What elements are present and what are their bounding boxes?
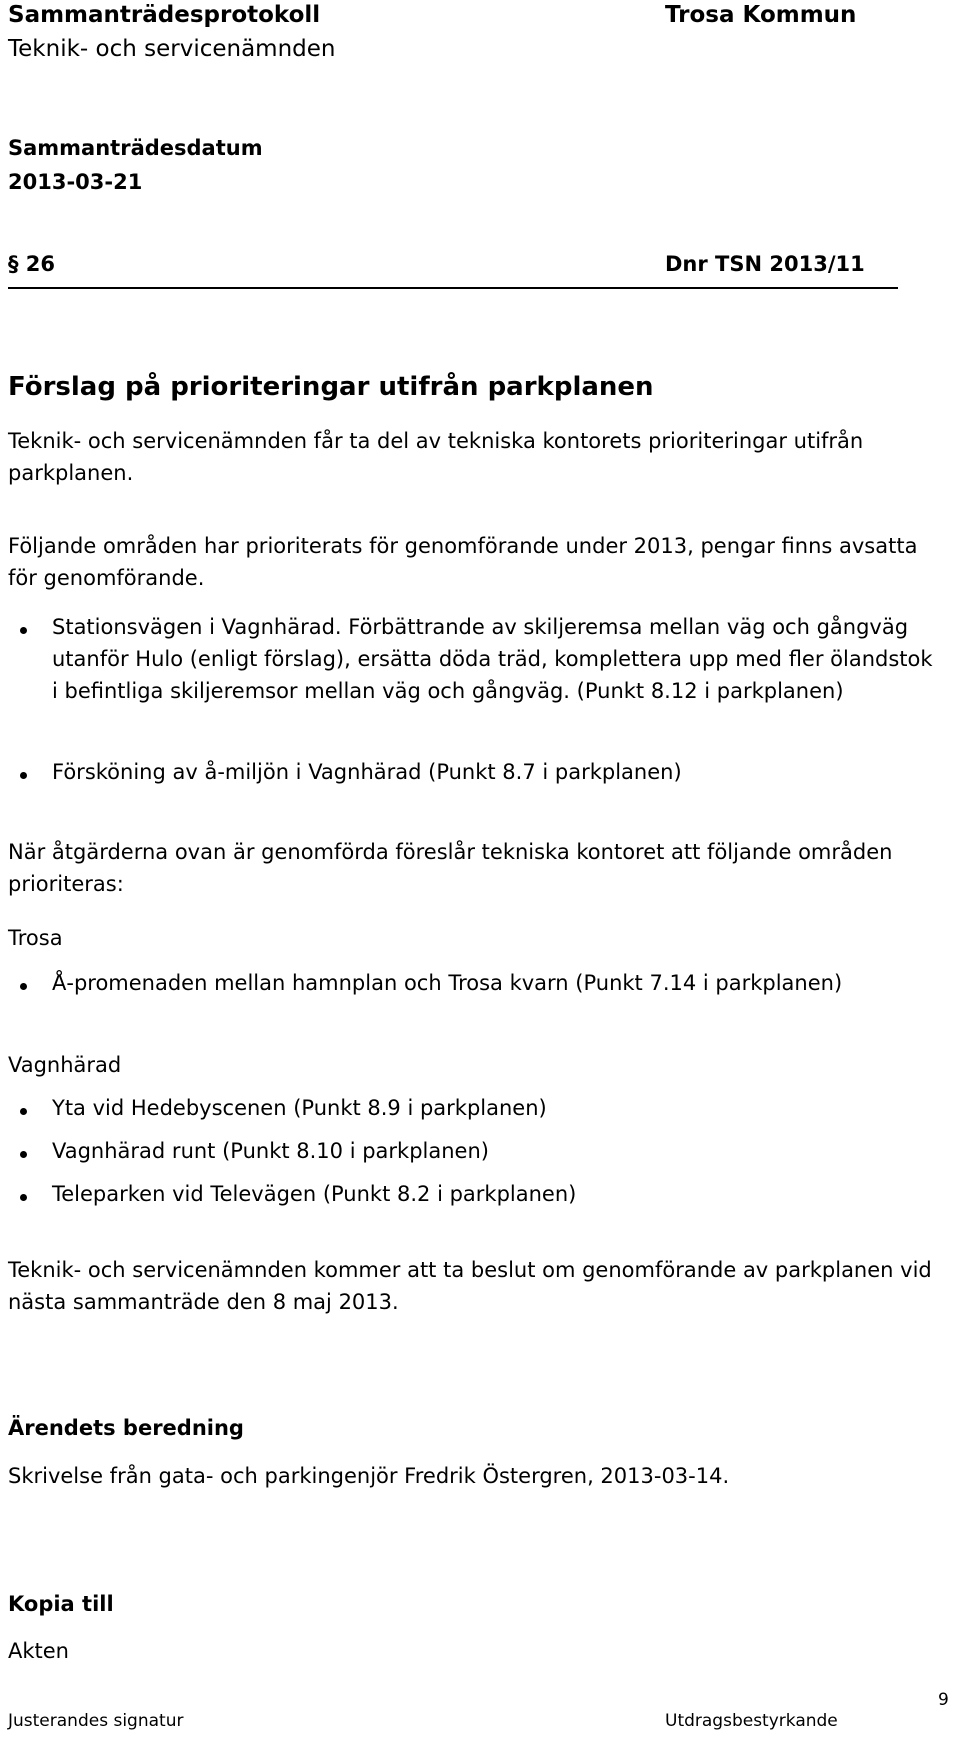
- prioritized-intro: Följande områden har prioriterats för genomförande under 2013, pengar finns avsatta för genomförande.: [8, 534, 918, 590]
- extract-label: Utdragsbestyrkande: [665, 1711, 838, 1731]
- list-item: Stationsvägen i Vagnhärad. Förbättrande av skiljeremsa mellan väg och gångväg utanför Hulo (enligt förslag), ersätta döda träd, komplettera upp med fler ölandstok i befintliga skiljeremsor mellan väg och gångväg. (Punkt 8.12 i parkplanen): [52, 615, 933, 703]
- diary-number: Dnr TSN 2013/11: [665, 252, 865, 276]
- list-item: Vagnhärad runt (Punkt 8.10 i parkplanen): [52, 1139, 489, 1163]
- bullet-marker: [20, 1194, 27, 1201]
- list-item: Försköning av å-miljön i Vagnhärad (Punkt 8.7 i parkplanen): [52, 760, 682, 784]
- bullet-marker: [20, 1151, 27, 1158]
- preparation-text: Skrivelse från gata- och parkingenjör Fredrik Östergren, 2013-03-14.: [8, 1464, 730, 1488]
- bullet-marker: [20, 772, 27, 779]
- list-item: Å-promenaden mellan hamnplan och Trosa kvarn (Punkt 7.14 i parkplanen): [52, 971, 843, 995]
- case-title: Förslag på prioriteringar utifrån parkplanen: [8, 372, 654, 402]
- page-number: 9: [938, 1690, 949, 1710]
- copy-to-text: Akten: [8, 1639, 69, 1663]
- copy-to-heading: Kopia till: [8, 1592, 114, 1616]
- decision-note: Teknik- och servicenämnden kommer att ta beslut om genomförande av parkplanen vid nästa sammanträde den 8 maj 2013.: [8, 1258, 932, 1314]
- committee-name: Teknik- och servicenämnden: [8, 36, 336, 62]
- preparation-heading: Ärendets beredning: [8, 1416, 244, 1440]
- document-type: Sammanträdesprotokoll: [8, 2, 321, 28]
- list-item: Teleparken vid Televägen (Punkt 8.2 i parkplanen): [52, 1182, 577, 1206]
- bullet-marker: [20, 1108, 27, 1115]
- next-priorities-intro: När åtgärderna ovan är genomförda föreslår tekniska kontoret att följande områden prioriteras:: [8, 840, 893, 896]
- intro-paragraph: Teknik- och servicenämnden får ta del av tekniska kontorets prioriteringar utifrån parkplanen.: [8, 429, 864, 485]
- municipality-name: Trosa Kommun: [665, 2, 857, 28]
- case-divider: [8, 287, 898, 289]
- list-item: Yta vid Hedebyscenen (Punkt 8.9 i parkplanen): [52, 1096, 547, 1120]
- trosa-heading: Trosa: [8, 926, 63, 950]
- case-number: § 26: [8, 252, 56, 276]
- vagnharad-heading: Vagnhärad: [8, 1053, 122, 1077]
- signature-label: Justerandes signatur: [8, 1711, 184, 1731]
- bullet-marker: [20, 627, 27, 634]
- meeting-date-label: Sammanträdesdatum: [8, 136, 263, 160]
- bullet-marker: [20, 983, 27, 990]
- meeting-date-value: 2013-03-21: [8, 170, 143, 194]
